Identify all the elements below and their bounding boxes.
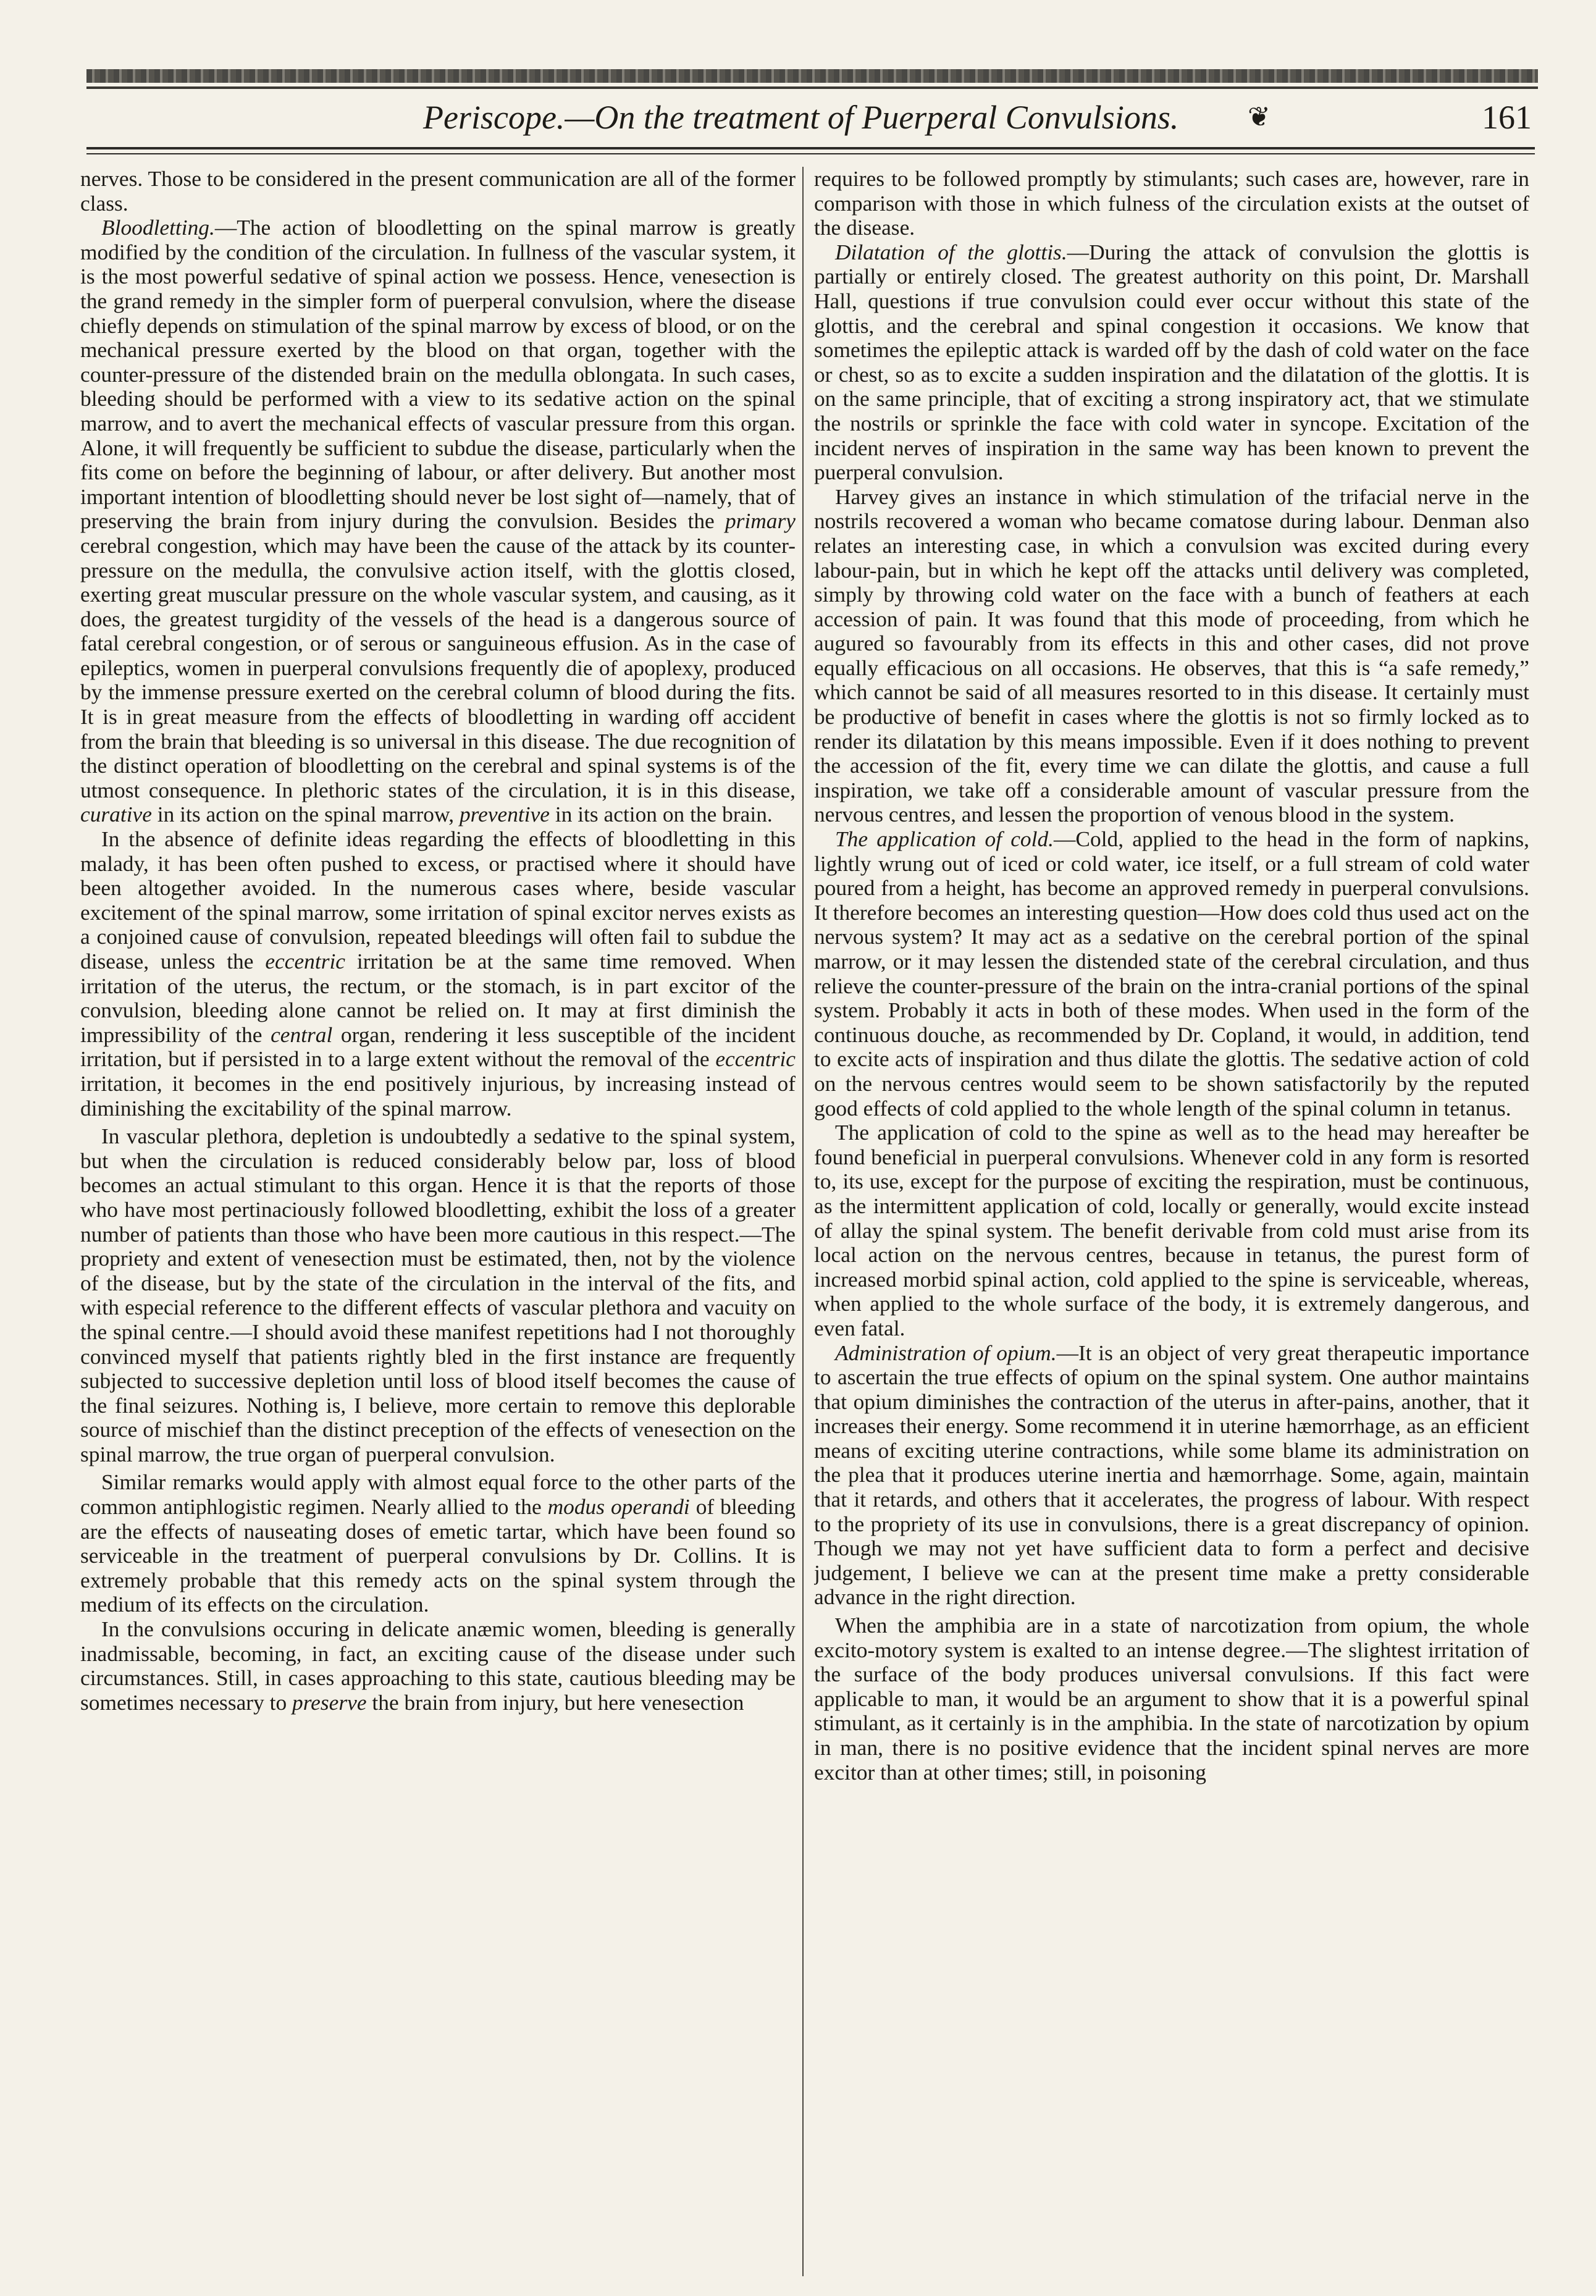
left-column [80, 167, 796, 2273]
paragraph-opium: Administration of opium.—It is an object of very great therapeutic importance to ascertain the true effects of opium on the spinal system. One author maintains that opium diminishes the contraction of the uterus in after-pains, another, that it increases their energy. Some recommend it in uterine hæmorrhage, as an efficient means of exciting uterine contractions, while some blame its administration on the plea that it produces uterine inertia and hæmorrhage. Some, again, maintain that it retards, and others that it accelerates, the progress of labour. With respect to the propriety of its use in convulsions, there is a great discrepancy of opinion. Though we may not yet have sufficient data to form a perfect and decisive judgement, I believe we can at the present time make a pretty considerable advance in the right direction. [814, 1340, 1529, 1610]
section-heading: The application of cold. [835, 826, 1054, 852]
paragraph: In the absence of definite ideas regarding the effects of bloodletting in this malady, it has been often pushed to excess, or practised where it should have been altogether avoided. In the numerous cases where, beside vascular excitement of the spinal marrow, some irritation of spinal excitor nerves exists as a conjoined cause of convulsion, repeated bleedings will often fail to subdue the disease, unless the eccentric irritation be at the same time removed. When irritation of the uterus, the rectum, or the stomach, is in part excitor of the convulsion, bleeding alone cannot be relied on. It may at first diminish the impressibility of the central organ, rendering it less susceptible of the incident irritation, but if persisted in to a large extent without the removal of the eccentric irritation, it becomes in the end positively injurious, by increasing instead of diminishing the excitability of the spinal marrow. [80, 826, 796, 1121]
header-rule [86, 147, 1535, 149]
section-heading: Administration of opium. [835, 1340, 1057, 1365]
section-heading: Bloodletting. [101, 215, 215, 240]
top-rule [86, 86, 1538, 89]
right-column [814, 167, 1529, 2273]
paragraph: Harvey gives an instance in which stimulation of the trifacial nerve in the nostrils recovered a woman who became comatose during labour. Denman also relates an interesting case, in which a convulsion was excited during every labour-pain, but in which he kept off the attacks until delivery was completed, simply by throwing cold water on the face with a bunch of feathers at each accession of pain. It was found that this mode of proceeding, from which he augured so favourably from its effects in this and other cases, did not prove equally efficacious on all occasions. He observes, that this is “a safe remedy,” which cannot be said of all measures resorted to in this disease. It certainly must be productive of benefit in cases where the glottis is not so firmly locked as to render its dilatation by this means impossible. Even if it does nothing to prevent the accession of the fit, every time we can dilate the glottis, and cause a full inspiration, we take off a considerable amount of vascular pressure from the nervous centres, and lessen the proportion of venous blood in the system. [814, 484, 1529, 827]
page-header [86, 93, 1532, 142]
paragraph: When the amphibia are in a state of narcotization from opium, the whole excito-motory system is exalted to an intense degree.—The slightest irritation of the surface of the body produces universal convulsions. If this fact were applicable to man, it would be an argument to show that it is a powerful spinal stimulant, as it certainly is in the amphibia. In the state of narcotization by opium in man, there is no positive evidence that the incident spinal nerves are more excitor than at other times; still, in poisoning [814, 1613, 1529, 1785]
paragraph: In vascular plethora, depletion is undoubtedly a sedative to the spinal system, but when the circulation is reduced considerably below par, loss of blood becomes an actual stimulant to this organ. Hence it is that the reports of those who have most pertinaciously followed bloodletting, exhibit the loss of a greater number of patients than those who have been more cautious in this respect.—The propriety and extent of venesection must be estimated, then, not by the violence of the disease, but by the state of the circulation in the interval of the fits, and with especial reference to the different effects of vascular plethora and vacuity on the spinal centre.—I should avoid these manifest repetitions had I not thoroughly convinced myself that patients rightly bled in the first instance are frequently subjected to successive depletion until loss of blood itself becomes the cause of the final seizures. Nothing is, I believe, more certain to remove this deplorable source of mischief than the distinct preception of the effects of venesection on the spinal marrow, the true organ of puerperal convulsion. [80, 1124, 796, 1466]
section-heading: Dilatation of the glottis. [835, 239, 1067, 264]
paragraph-glottis: Dilatation of the glottis.—During the attack of convulsion the glottis is partially or entirely closed. The greatest authority on this point, Dr. Marshall Hall, questions if true convulsion could ever occur without this state of the glottis, and the cerebral and spinal congestion it occasions. We know that sometimes the epileptic attack is warded off by the dash of cold water on the face or chest, so as to excite a sudden inspiration and the dilatation of the glottis. It is on the same principle, that of exciting a strong inspiratory act, that we stimulate the nostrils or sprinkle the face with cold water in syncope. Excitation of the incident nerves of inspiration in the same way has been known to prevent the puerperal convulsion. [814, 239, 1529, 485]
top-decorative-band [86, 69, 1538, 83]
paragraph: nerves. Those to be considered in the present communication are all of the former class. [80, 167, 796, 216]
running-head: Periscope.—On the treatment of Puerperal Convulsions. [423, 99, 1179, 136]
paragraph: Similar remarks would apply with almost equal force to the other parts of the common antiphlogistic regimen. Nearly allied to the modus operandi of bleeding are the effects of nauseating doses of emetic tartar, which have been found so serviceable in the treatment of puerperal convulsions by Dr. Collins. It is extremely probable that this remedy acts on the spinal system through the medium of its effects on the circulation. [80, 1470, 796, 1617]
page-number: 161 [1482, 99, 1532, 136]
paragraph-cold: The application of cold.—Cold, applied to the head in the form of napkins, lightly wrung out of iced or cold water, ice itself, or a full stream of cold water poured from a height, has become an approved remedy in puerperal convulsions. It therefore becomes an interesting question—How does cold thus used act on the nervous system? It may act as a sedative on the cerebral portion of the spinal marrow, or it may lessen the distended state of the cerebral circulation, and thus relieve the counter-pressure of the brain on the intra-cranial portions of the spinal system. Probably it acts in both of these modes. When used in the form of the continuous douche, as recommended by Dr. Copland, it would, in addition, tend to excite acts of inspiration and thus dilate the glottis. The sedative action of cold on the nervous centres would seem to be shown satisfactorily by the reputed good effects of cold applied to the whole length of the spinal column in tetanus. [814, 826, 1529, 1121]
header-rule-thin [86, 153, 1535, 154]
paragraph-bloodletting: Bloodletting.—The action of bloodletting on the spinal marrow is greatly modified by the condition of the circulation. In fullness of the vascular system, it is the most powerful sedative of spinal action we possess. Hence, venesection is the grand remedy in the simpler form of puerperal convulsion, where the disease chiefly depends on stimulation of the spinal marrow by excess of blood, or on the mechanical pressure exerted by the blood on that organ, together with the counter-pressure of the distended brain on the medulla oblongata. In such cases, bleeding should be performed with a view to its sedative action on the spinal marrow, and to avert the mechanical effects of vascular pressure from this organ. Alone, it will frequently be sufficient to subdue the disease, particularly when the fits come on before the beginning of labour, or after delivery. But another most important intention of bloodletting should never be lost sight of—namely, that of preserving the brain from injury during the convulsion. Besides the primary cerebral congestion, which may have been the cause of the attack by its counter-pressure on the medulla, the convulsive action itself, with the glottis closed, exerting great muscular pressure on the whole vascular system, and causing, as it does, the greatest turgidity of the vessels of the head is a dangerous source of fatal cerebral congestion, or of serous or sanguineous effusion. As in the case of epileptics, women in puerperal convulsions frequently die of apoplexy, produced by the immense pressure exerted on the cerebral column of blood during the fits. It is in great measure from the effects of bloodletting in warding off accident from the brain that bleeding is so universal in this disease. The due recognition of the distinct operation of bloodletting on the cerebral and spinal systems is of the utmost consequence. In plethoric states of the circulation, it is in this disease, curative in its action on the spinal marrow, preventive in its action on the brain. [80, 215, 796, 827]
paragraph: requires to be followed promptly by stimulants; such cases are, however, rare in comparison with those in which fulness of the circulation exists at the outset of the disease. [814, 167, 1529, 240]
ornament-icon: ❦ [1248, 102, 1270, 132]
paragraph: The application of cold to the spine as well as to the head may hereafter be found beneficial in puerperal convulsions. Whenever cold in any form is resorted to, its use, except for the purpose of exciting the respiration, must be continuous, as the intermittent application of cold, locally or generally, would excite instead of allay the spinal system. The benefit derivable from cold must arise from its local action on the nervous centres, because in tetanus, the purest form of increased morbid spinal action, cold applied to the spine is serviceable, whereas, when applied to the whole surface of the body, it is extremely dangerous, and even fatal. [814, 1120, 1529, 1340]
paragraph: In the convulsions occuring in delicate anæmic women, bleeding is generally inadmissable, becoming, in fact, an exciting cause of the disease under such circumstances. Still, in cases approaching to this state, cautious bleeding may be sometimes necessary to preserve the brain from injury, but here venesection [80, 1617, 796, 1715]
column-divider [802, 167, 804, 2276]
